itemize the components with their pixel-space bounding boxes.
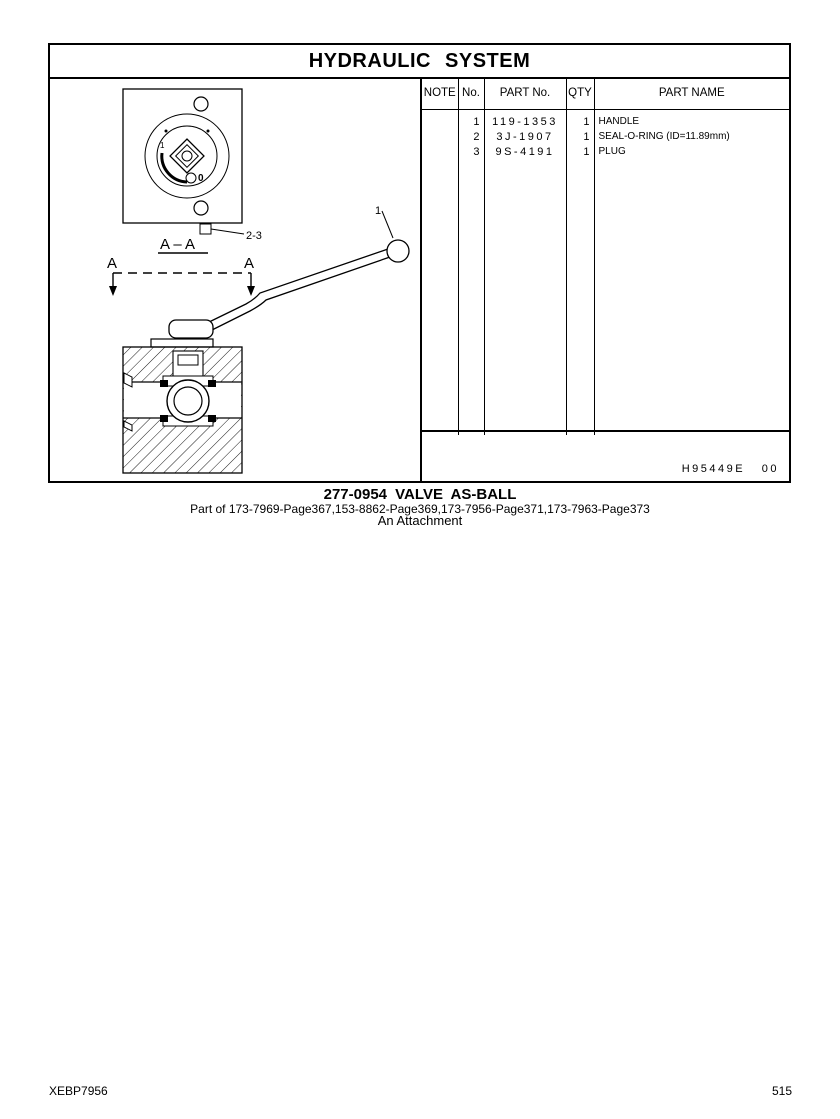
cell-part-no: 119-1353 (484, 110, 566, 132)
assembly-usage: Part of 173-7969-Page367,153-8862-Page369,173-7956-Page371,173-7963-Page373 (190, 502, 650, 516)
assembly-note: An Attachment (377, 513, 463, 528)
section-view-plate (123, 89, 242, 234)
exploded-illustration (50, 77, 420, 483)
cell-no: 2 (458, 131, 484, 146)
table-row (422, 110, 789, 132)
arrow-down-icon (247, 286, 255, 296)
arrow-down-icon (109, 286, 117, 296)
dial-mark-one: 1 (160, 141, 165, 150)
cell-part-name: PLUG (598, 146, 626, 157)
col-header-part-no: PART No. (484, 77, 566, 110)
dial-mark-zero: 0 (198, 173, 204, 184)
table-row (422, 146, 789, 161)
cell-qty: 1 (566, 146, 594, 161)
cell-part-no: 3J-1907 (484, 131, 566, 146)
cell-part-name: SEAL-O-RING (ID=11.89mm) (598, 131, 730, 142)
valve-body-section (123, 339, 242, 473)
document-id: XEBP7956 (49, 1084, 108, 1098)
cell-qty: 1 (566, 110, 594, 132)
handle-drawing (169, 240, 409, 338)
callout-label-handle: 1 (375, 205, 382, 217)
parts-page-frame (48, 43, 791, 483)
assembly-title: 277-0954 VALVE AS-BALL (323, 486, 517, 503)
col-header-note: NOTE (422, 77, 458, 110)
callout-label-parts: 2-3 (246, 230, 262, 242)
cell-note (422, 146, 458, 161)
table-row (422, 131, 789, 146)
col-header-part-name: PART NAME (594, 77, 789, 110)
parts-table (422, 77, 789, 435)
cell-note (422, 110, 458, 132)
cell-no: 1 (458, 110, 484, 132)
table-footer-divider (422, 430, 789, 432)
callout-leader-2-3 (211, 229, 244, 234)
page-number: 515 (771, 1084, 792, 1098)
section-marker-left: A (107, 255, 118, 272)
callout-leader-1 (382, 211, 393, 238)
cell-part-no: 9S-4191 (484, 146, 566, 161)
illustration-reference: H95449E 00 (681, 463, 779, 475)
section-marker-right: A (244, 255, 255, 272)
col-header-qty: QTY (566, 77, 594, 110)
section-title: HYDRAULIC SYSTEM (50, 45, 789, 79)
col-header-no: No. (458, 77, 484, 110)
table-filler-row (422, 161, 789, 435)
parts-list (420, 77, 789, 483)
section-view-label: A – A (160, 236, 196, 253)
cell-no: 3 (458, 146, 484, 161)
cell-part-name: HANDLE (598, 116, 640, 127)
cell-qty: 1 (566, 131, 594, 146)
cell-note (422, 131, 458, 146)
